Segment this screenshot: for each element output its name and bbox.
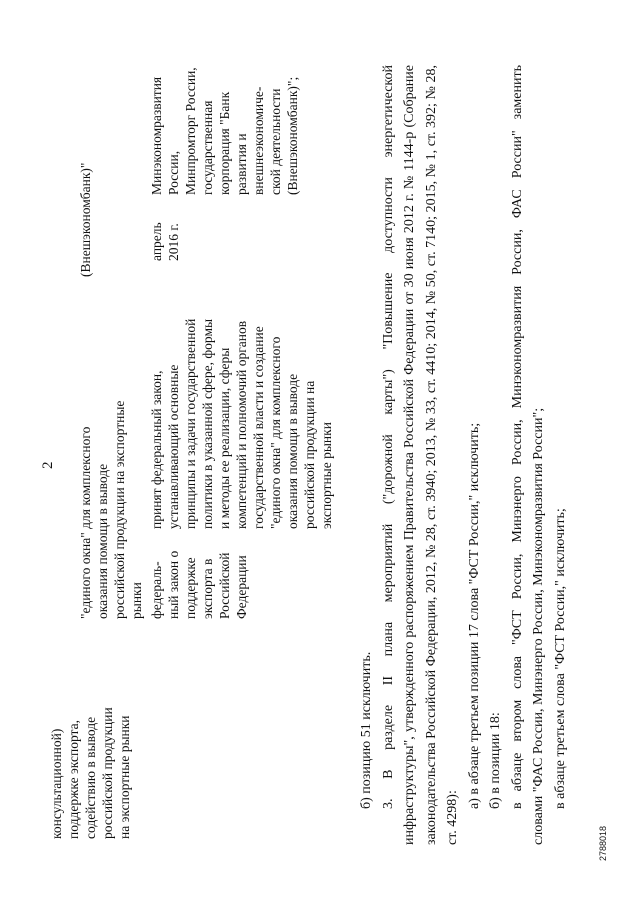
table-row1-result-cell bbox=[77, 401, 145, 619]
text-line: на экспортные рынки bbox=[117, 715, 132, 839]
text-line: "единого окна" для комплексного bbox=[78, 426, 93, 619]
text-line: Минэкономразвития bbox=[149, 76, 164, 195]
text-line: консультационной) bbox=[49, 728, 64, 839]
text-line: апрель bbox=[149, 222, 164, 261]
text-line: Федерации bbox=[234, 555, 249, 619]
text-line: федераль- bbox=[149, 561, 164, 619]
text-line: (Внешэкономбанк)" bbox=[78, 162, 93, 277]
text-line: российской продукции на bbox=[302, 380, 317, 529]
paragraph-item-b-position18: б) в позиции 18: bbox=[488, 712, 503, 809]
paragraph-item-b: б) позицию 51 исключить. bbox=[359, 651, 374, 809]
text-line: ской деятельности bbox=[268, 88, 283, 195]
text-line: российской продукции bbox=[100, 707, 115, 839]
text-line: оказания помощи в выводе bbox=[285, 373, 300, 529]
text-line: устанавливающий основные bbox=[166, 364, 181, 529]
paragraph-section3-first-line: 3. В разделе II плана мероприятий ("дорожной карты") "Повышение доступности энергетической bbox=[380, 65, 396, 809]
text-line: корпорация "Банк bbox=[217, 91, 232, 195]
paragraph-section3-rest: инфраструктуры", утвержденного распоряжением Правительства Российской Федерации от 30 июня 2012 г. № 1144-р (Собрание законодательства Российской Федерации, 2012, № 28, ст. 3940; 2013, № 33, ст. 4410; 2014, № 50, ст. 7140; 2015, № 1, ст. 392; № 28, ст. 4298): bbox=[402, 65, 460, 845]
table-row2-deadline-cell bbox=[148, 222, 182, 261]
text-line: Российской bbox=[217, 552, 232, 619]
text-line: экспортные рынки bbox=[319, 422, 334, 529]
page-number: 2 bbox=[40, 461, 56, 469]
text-line: поддержке экспорта, bbox=[66, 720, 81, 839]
body-text bbox=[356, 65, 571, 845]
document-id-number: 2788018 bbox=[598, 825, 608, 861]
paragraph-abzac2-rest: словами "ФАС России, Минэнерго России, Минэкономразвития России"; bbox=[531, 407, 546, 845]
text-line: 2016 г. bbox=[166, 223, 181, 261]
text-line: содействию в выводе bbox=[83, 716, 98, 839]
text-line: компетенций и полномочий органов bbox=[234, 320, 249, 529]
text-line: и методы ее реализации, сферы bbox=[217, 347, 232, 529]
table-row2-responsible-cell bbox=[148, 67, 301, 195]
text-line: рынки bbox=[129, 582, 144, 619]
text-line: ный закон о bbox=[166, 550, 181, 619]
text-line: "единого окна" для комплексного bbox=[268, 336, 283, 529]
text-line: поддержке bbox=[183, 557, 198, 619]
table-row1-responsible-cell bbox=[77, 163, 94, 277]
text-line: российской продукции на экспортные bbox=[112, 400, 127, 619]
text-line: государственная bbox=[200, 100, 215, 195]
text-line: государственной власти и создание bbox=[251, 326, 266, 529]
text-line: оказания помощи в выводе bbox=[95, 463, 110, 619]
table-row2-result-cell bbox=[148, 319, 335, 529]
text-line: (Внешэкономбанк)"; bbox=[285, 76, 300, 195]
text-line: России, bbox=[166, 150, 181, 195]
paragraph-abzac2-first-line: в абзаце втором слова "ФСТ России, Минэнерго России, Минэкономразвития России, ФАС России" заменить bbox=[509, 65, 525, 809]
table-row2-document-cell bbox=[148, 551, 250, 619]
text-line: принципы и задачи государственной bbox=[183, 318, 198, 529]
text-line: принят федеральный закон, bbox=[149, 370, 164, 529]
text-line: Минпромторг России, bbox=[183, 67, 198, 195]
paragraph-abzac3: в абзаце третьем слова "ФСТ России," исключить; bbox=[552, 508, 568, 809]
paragraph-item-a: а) в абзаце третьем позиции 17 слова "ФСТ России," исключить; bbox=[466, 422, 482, 809]
text-line: политики в указанной сфере, формы bbox=[200, 318, 215, 529]
text-line: внешнеэкономиче- bbox=[251, 86, 266, 195]
text-line: развития и bbox=[234, 133, 249, 195]
table-row1-goal-cell bbox=[48, 707, 133, 839]
text-line: экспорта в bbox=[200, 558, 215, 619]
